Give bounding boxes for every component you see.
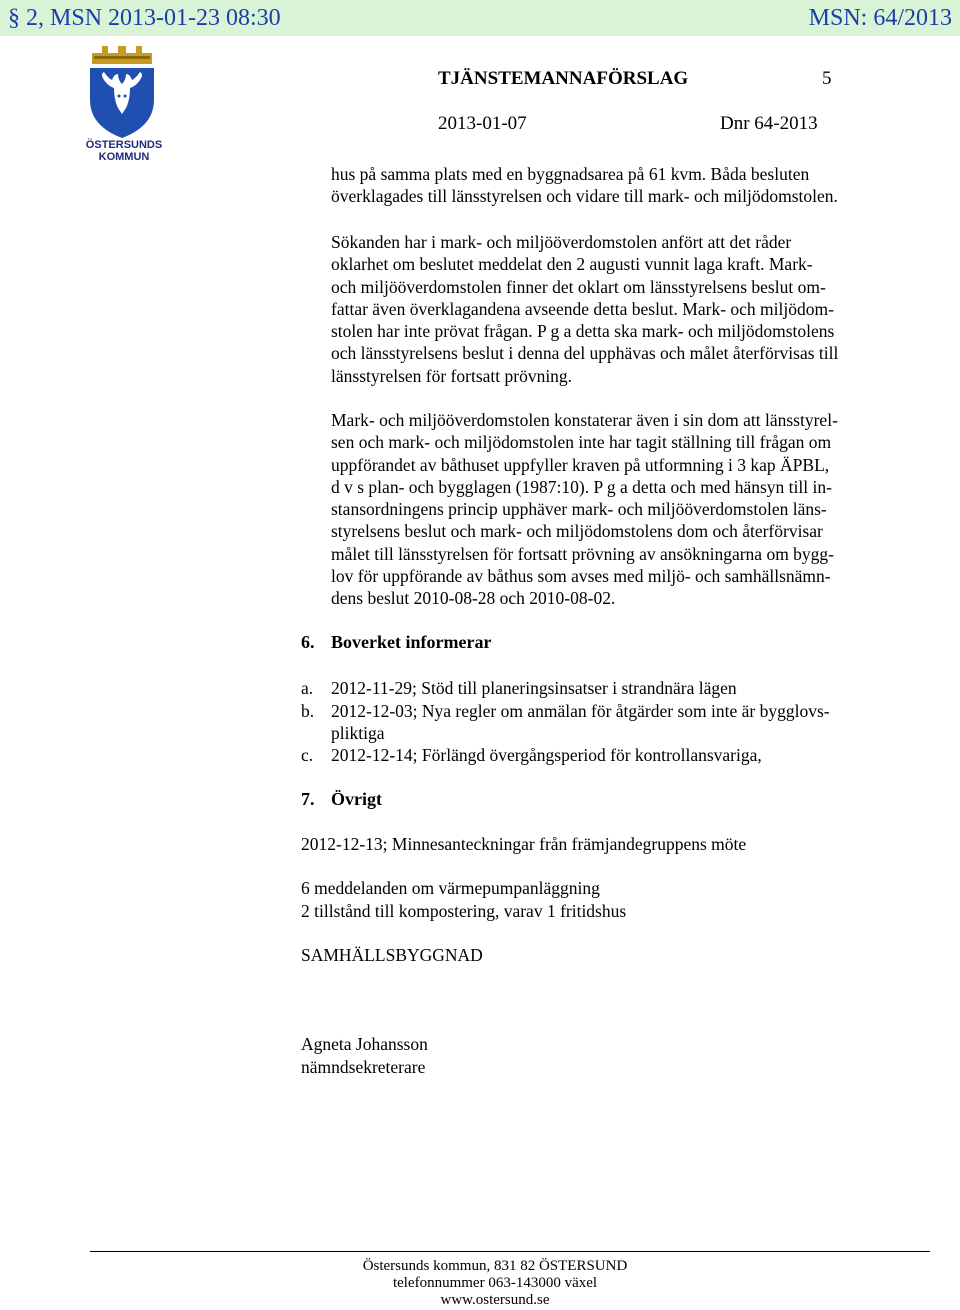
department-name: SAMHÄLLSBYGGNAD [301, 945, 483, 965]
list-item-a-text [331, 677, 911, 699]
text-line: stansordningens princip upphäver mark- och miljööverdomstolen läns- [331, 499, 827, 520]
list-item-b-text [331, 700, 911, 745]
topbar-right-text: MSN: 64/2013 [808, 5, 952, 31]
text-line: länsstyrelsen för fortsatt prövning. [331, 365, 573, 386]
meeting-notes-line: 2012-12-13; Minnesanteckningar från främjandegruppens möte [301, 834, 747, 854]
text-line: 2012-12-03; Nya regler om anmälan för åtgärder som inte är bygglovs- [331, 701, 830, 721]
text-line: och länsstyrelsens beslut i denna del upphävas och målet återförvisas till [331, 343, 839, 364]
footer-phone: telefonnummer 063-143000 växel [392, 1275, 598, 1291]
municipality-coat-of-arms-icon [84, 44, 160, 140]
section-sign-icon: § [8, 5, 20, 31]
list-item-c-text [331, 744, 911, 766]
logo-line-1: ÖSTERSUNDS [85, 139, 163, 151]
registration-number: Dnr 64-2013 [720, 113, 818, 134]
text-line: stolen har inte prövat frågan. P g a detta ska mark- och miljödomstolens [331, 321, 835, 342]
list-item-a-letter: a. [301, 678, 314, 698]
list-item-c-letter: c. [301, 745, 314, 765]
section-7-number: 7. [301, 789, 315, 809]
text-line: sen och mark- och miljödomstolen inte har tagit ställning till frågan om [331, 432, 832, 453]
text-line: överklagades till länsstyrelsen och vidare till mark- och miljödomstolen. [331, 186, 838, 207]
section-7-title: Övrigt [331, 789, 382, 809]
footer-divider [90, 1251, 930, 1252]
heat-pump-notices-line: 6 meddelanden om värmepumpanläggning [301, 878, 600, 898]
document-title: TJÄNSTEMANNAFÖRSLAG [438, 68, 689, 89]
topbar-left-text: 2, MSN 2013-01-23 08:30 [26, 5, 281, 31]
text-line: lov för uppförande av båthus som avses med miljö- och samhällsnämn- [331, 566, 831, 587]
text-line: målet till länsstyrelsen för fortsatt prövning av ansökningarna om bygg- [331, 543, 835, 564]
text-line: 2012-12-14; Förlängd övergångsperiod för kontrollansvariga, [331, 745, 762, 765]
text-line: Mark- och miljööverdomstolen konstaterar även i sin dom att länsstyrel- [331, 410, 838, 430]
paragraph-1 [331, 163, 921, 208]
signer-name: Agneta Johansson [301, 1034, 428, 1054]
footer-address: Östersunds kommun, 831 82 ÖSTERSUND [362, 1258, 628, 1274]
page-footer [300, 1258, 690, 1309]
text-line: d v s plan- och bygglagen (1987:10). P g a detta och med hänsyn till in- [331, 476, 832, 497]
page-number: 5 [822, 68, 832, 89]
topbar-left [8, 0, 281, 36]
logo-line-2: KOMMUN [98, 151, 150, 163]
text-line: fattar även överklagandena avseende detta beslut. Mark- och miljödom- [331, 298, 834, 319]
text-line: oklarhet om beslutet meddelat den 2 augusti vunnit laga kraft. Mark- [331, 254, 813, 275]
composting-permits-line: 2 tillstånd till kompostering, varav 1 fritidshus [301, 901, 627, 921]
text-line: Sökanden har i mark- och miljööverdomstolen anfört att det råder [331, 232, 792, 252]
text-line: dens beslut 2010-08-28 och 2010-08-02. [331, 588, 616, 609]
footer-website: www.ostersund.se [440, 1292, 550, 1308]
section-6-title: Boverket informerar [331, 632, 492, 652]
document-topbar [0, 0, 960, 36]
section-6-number: 6. [301, 632, 315, 652]
paragraph-2 [331, 231, 921, 387]
text-line: uppförandet av båthuset uppfyller kraven på utformning i 3 kap ÄPBL, [331, 454, 830, 475]
municipality-logo-text [78, 139, 170, 163]
text-line: styrelsens beslut och mark- och miljödomstolens dom och återförvisar [331, 521, 823, 542]
list-item-b-letter: b. [301, 701, 315, 721]
signer-title: nämndsekreterare [301, 1057, 426, 1077]
text-line: och miljööverdomstolen finner det oklart om länsstyrelsens beslut om- [331, 276, 826, 297]
text-line: pliktiga [331, 723, 385, 744]
text-line: 2012-11-29; Stöd till planeringsinsatser i strandnära lägen [331, 678, 737, 698]
paragraph-3 [331, 409, 921, 610]
document-date: 2013-01-07 [438, 113, 527, 134]
text-line: hus på samma plats med en byggnadsarea på 61 kvm. Båda besluten [331, 164, 810, 184]
